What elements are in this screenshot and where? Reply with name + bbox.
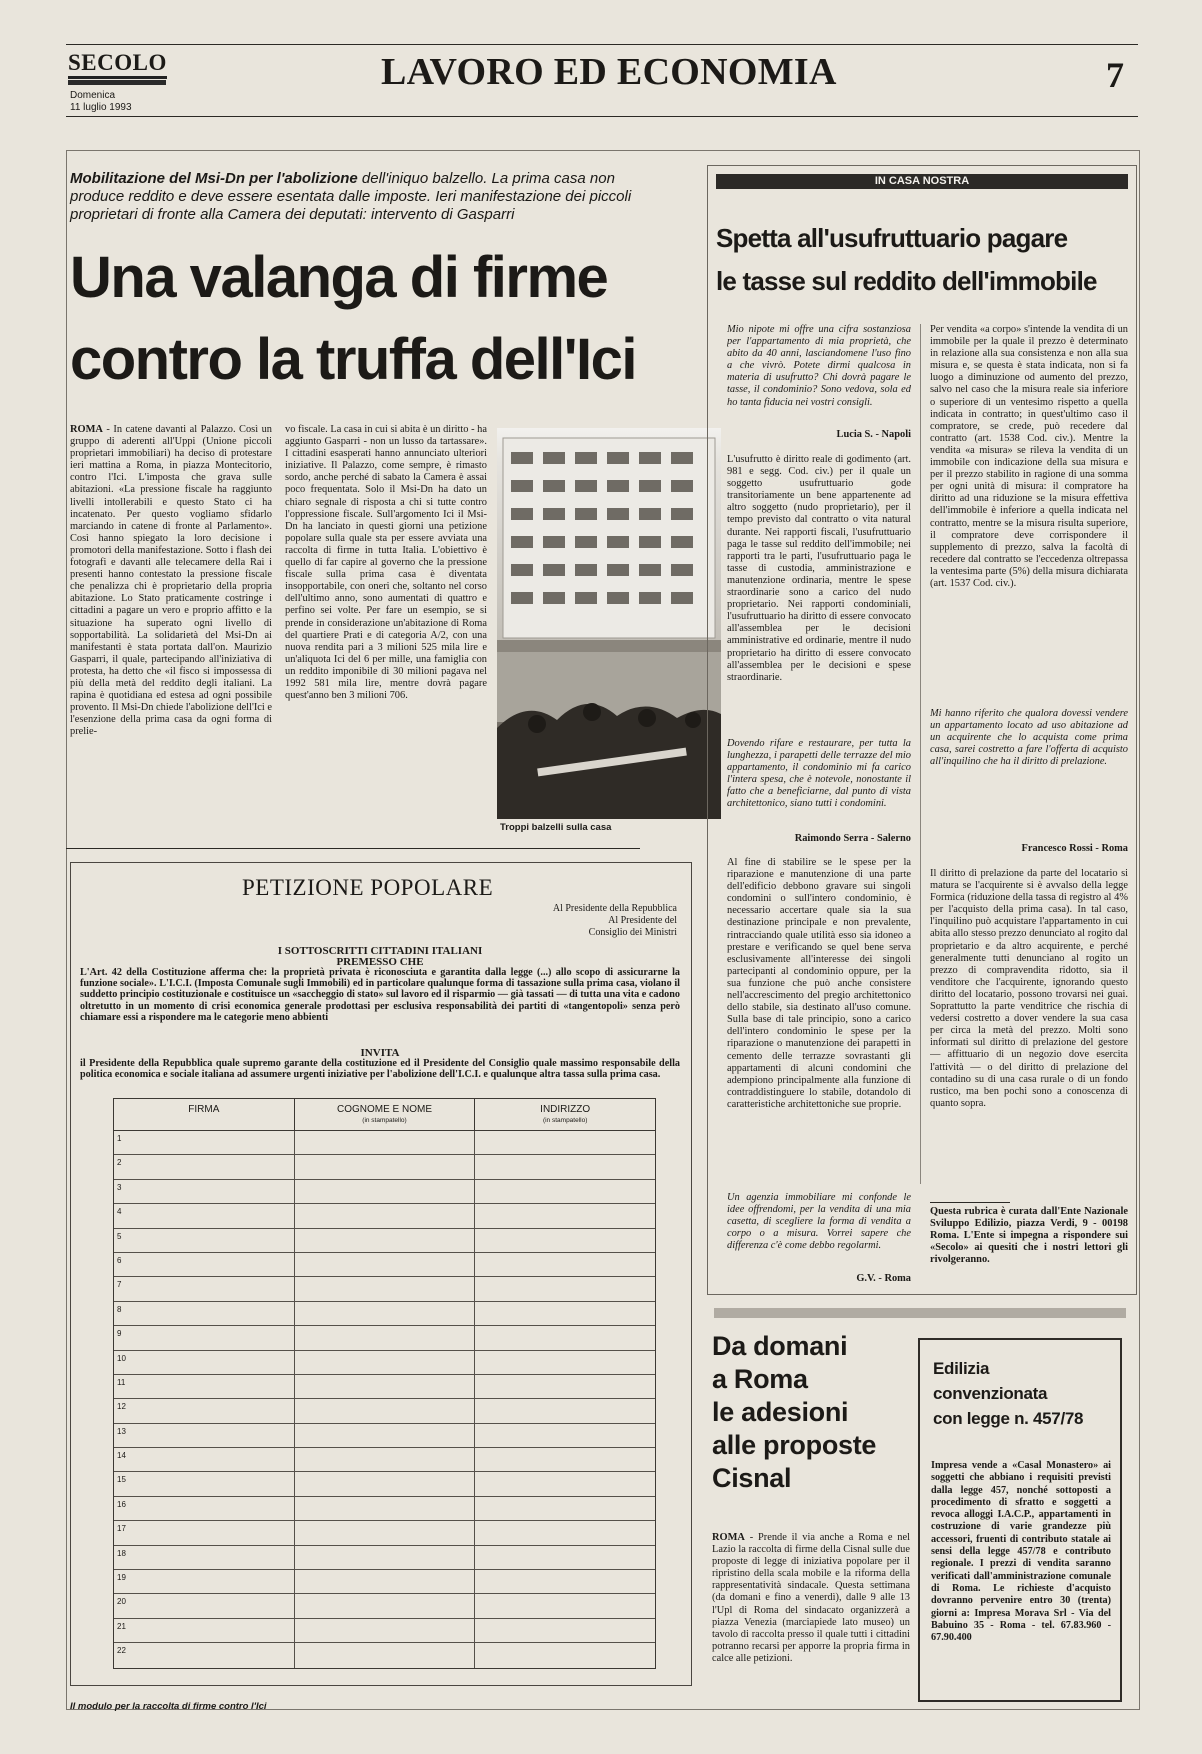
masthead-logo-underbar	[68, 80, 166, 85]
signature-row[interactable]: 9	[114, 1326, 655, 1350]
cisnal-headline-3: le adesioni	[712, 1397, 849, 1427]
petition-title: PETIZIONE POPOLARE	[242, 875, 494, 900]
signature-row[interactable]: 18	[114, 1546, 655, 1570]
kicker-bold: Mobilitazione del Msi-Dn per l'abolizione	[70, 170, 358, 187]
petition-undersigned: I SOTTOSCRITTI CITTADINI ITALIANI	[277, 945, 483, 957]
building-crowd-illustration	[497, 428, 721, 819]
petition-request: il Presidente della Repubblica quale supremo garante della costituzione ed il Presidente del Consiglio quale massimo responsabile della politica economica e sociale italiana ad assumere urgenti iniziative per l'abolizione dell'I.C.I. e qualunque altra tassa sulla prima casa.	[80, 1058, 680, 1081]
signature-row[interactable]: 5	[114, 1229, 655, 1253]
signature-table-header	[114, 1099, 655, 1131]
signature-row[interactable]: 1	[114, 1131, 655, 1155]
edilizia-headline-3: con legge n. 457/78	[933, 1409, 1084, 1428]
petition-addressee-1: Al Presidente della Repubblica	[552, 903, 677, 914]
masthead-logo: SECOLO	[68, 50, 167, 79]
edilizia-headline-1: Edilizia	[933, 1359, 990, 1378]
signature-row[interactable]: 19	[114, 1570, 655, 1594]
signature-row[interactable]: 4	[114, 1204, 655, 1228]
letter-1-signature: Lucia S. - Napoli	[836, 429, 911, 440]
signature-row[interactable]: 3	[114, 1180, 655, 1204]
cisnal-dateline: ROMA	[712, 1532, 745, 1543]
petition-addressee-2: Al Presidente del	[608, 915, 677, 926]
photo-caption: Troppi balzelli sulla casa	[500, 822, 612, 833]
signature-table	[113, 1098, 656, 1669]
main-dateline: ROMA	[70, 424, 103, 435]
signature-row[interactable]: 13	[114, 1424, 655, 1448]
letter-4: Mi hanno riferito che qualora dovessi vendere un appartamento locato ad uso abitazione ad un acquirente che lo acquista come prima casa, sarei costretto a fare l'offerta di acquisto all'inquilino che ha il diritto di prelazione.	[930, 708, 1128, 768]
masthead-day: Domenica	[70, 90, 116, 101]
edilizia-body: Impresa vende a «Casal Monastero» ai soggetti che abbiano i requisiti previsti dalla legge 457, nonché sottoposti a procedimento di sfratto e soggetti a revoca alloggi I.A.C.P., appartamenti in costruzione di varie grandezze più accessori, fruenti di contributo statale ai sensi della legge 457/78 e contributo regionale. I prezzi di vendita saranno verificati dall'amministrazione comunale di Roma. Le richieste d'acquisto dovranno pervenire entro 30 (trenta) giorni a: Impresa Morava Srl - Via del Babuino 35 - Roma - tel. 67.83.960 - 67.90.400	[931, 1460, 1111, 1644]
masthead-rule-bottom	[66, 116, 1138, 117]
cisnal-headline-4: alle proposte	[712, 1430, 877, 1460]
petition-body: L'Art. 42 della Costituzione afferma che: la proprietà privata è riconosciuta e garantita dalla legge (...) allo scopo di assicurarne la funzione sociale». L'I.C.I. (Imposta Comunale sugli Immobili) ed in particolare qualunque forma di tassazione sulla prima casa, violano il suddetto principio costituzionale e costituisce un «saccheggio di stato» sul lavoro ed il risparmio — già tassati — di tutta una vita e cadono oltretutto in un momento di crisi economica generale prodottasi per esclusiva responsabilità dei partiti di «tangentopoli» senza però chiamare essi a rispondere ma le categorie meno abbienti	[80, 967, 680, 1023]
rubric-label: IN CASA NOSTRA	[716, 174, 1128, 189]
cisnal-headline-5: Cisnal	[712, 1463, 792, 1493]
edilizia-headline	[933, 1356, 1113, 1431]
edilizia-headline-2: convenzionata	[933, 1384, 1048, 1403]
signature-row[interactable]: 10	[114, 1351, 655, 1375]
main-headline-2: contro la truffa dell'Ici	[70, 327, 637, 392]
signature-row[interactable]: 17	[114, 1521, 655, 1545]
main-column-1	[70, 424, 272, 863]
main-headline-1: Una valanga di firme	[70, 245, 608, 310]
signature-row[interactable]: 21	[114, 1619, 655, 1643]
signature-row[interactable]: 8	[114, 1302, 655, 1326]
main-bottom-rule	[66, 848, 640, 849]
news-photo	[497, 428, 721, 819]
cisnal-headline-2: a Roma	[712, 1364, 808, 1394]
rubric-headline-1: Spetta all'usufruttuario pagare	[716, 223, 1068, 253]
signature-row[interactable]: 12	[114, 1399, 655, 1423]
masthead-rule	[66, 44, 1138, 45]
signature-row[interactable]: 7	[114, 1277, 655, 1301]
col-indirizzo: INDIRIZZO (in stampatello)	[474, 1099, 655, 1130]
cisnal-headline-1: Da domani	[712, 1331, 848, 1361]
rubric-note: Questa rubrica è curata dall'Ente Nazionale Sviluppo Edilizio, piazza Verdi, 9 - 00198 Roma. L'Ente si impegna a rispondere sui «Secolo» ai quesiti che i nostri lettori gli rivolgeranno.	[930, 1206, 1128, 1266]
answer-3: Per vendita «a corpo» s'intende la vendita di un immobile per la quale il prezzo è determinato in relazione alla sua consistenza e non alla sua misura e, se questa è stata indicata, non si fa luogo a diminuzione od aumento del prezzo, salvo nel caso che la misura reale sia inferiore o superiore di un ventesimo rispetto a quella indicata in contratto; in quest'ultimo caso il compratore, se crede, può recedere dal contratto (art. 1538 Cod. civ.). Mentre la vendita «a misura» se rileva la vendita di un immobile con indicazione della sua misura e per il prezzo stabilito in ragione di una somma per ogni unità di misura: il compratore ha diritto ad una riduzione se la misura effettiva dell'immobile è inferiore a quella indicata nel contratto, mentre se la misura risulta superiore, il compratore deve corrispondere il supplemento di prezzo, salva la facoltà di recedere dal contratto se l'eccedenza oltrepassa la ventesima parte (5%) della misura dichiarata (art. 1537 Cod. civ.).	[930, 324, 1128, 589]
signature-row[interactable]: 11	[114, 1375, 655, 1399]
signature-row[interactable]: 20	[114, 1594, 655, 1618]
signature-row[interactable]: 14	[114, 1448, 655, 1472]
letter-1: Mio nipote mi offre una cifra sostanziosa per l'appartamento di mia proprietà, che abito da 40 anni, lasciandomene l'uso fino a che vivrò. Potete dirmi qualcosa in materia di usufrutto? Chi dovrà pagare le tasse, il condominio? Sono vedova, sola ed ho tanta fiducia nei vostri consigli.	[727, 324, 911, 408]
answer-2: Al fine di stabilire se le spese per la riparazione e manutenzione di una parte dell'edificio debbono gravare sui singoli condomini o sull'intero condominio, è necessario accertare quale sia la sua destinazione principale e non prevalente, rintracciando quale utilità esso sia idoneo a prestare e verificando se quel bene serva esclusivamente all'interesse dei singoli partecipanti al condominio oppure, per la sua funzione che può anche consistere nell'accrescimento del pregio architettonico dello stabile, sia destinato all'uso comune. Sulla base di tale principio, sono a carico dell'intero condominio le spese per la riparazione o manutenzione dei parapetti in cemento delle terrazze sovrastanti gli appartamenti di alcuni condomini che adempiono principalmente alla funzione di contraddistinguere lo stabile, dotandolo di caratteristiche architettoniche sue proprie.	[727, 857, 911, 1110]
col-cognome-nome: COGNOME E NOME (in stampatello)	[294, 1099, 475, 1130]
signature-row[interactable]: 16	[114, 1497, 655, 1521]
answer-4: Il diritto di prelazione da parte del locatario si matura se l'acquirente si è avvalso della legge Formica (riduzione della tassa di registro al 4% per l'acquisto della prima casa). In tal caso, l'inquilino può acquistare l'appartamento in cui abita allo stesso prezzo denunciato al rogito dal proprietario e da altro acquirente, e perché generalmente tutti denunciano al rogito un prezzo di compravendita ridotto, sia il venditore che l'acquirente, ignorando questo diritto del locatario, possono trovarsi nei guai. Soprattutto la parte venditrice che rischia di vedersi costretto a dover vendere la sua casa per circa la metà del prezzo. Molti sono informati sul diritto di prelazione del gestore — affittuario di un negozio dove esercita l'attività — o del diritto di prelazione del contadino su di una casa rurale o di un fondo rustico, ma ben pochi sono a conoscenza di quanto sopra.	[930, 868, 1128, 1109]
signature-row[interactable]: 2	[114, 1155, 655, 1179]
letter-4-signature: Francesco Rossi - Roma	[1021, 843, 1128, 854]
letter-2-signature: Raimondo Serra - Salerno	[794, 833, 911, 844]
page-number: 7	[1106, 55, 1124, 95]
signature-row[interactable]: 15	[114, 1472, 655, 1496]
letter-3-signature: G.V. - Roma	[856, 1273, 911, 1284]
signature-row[interactable]: 22	[114, 1643, 655, 1667]
main-kicker	[70, 170, 645, 224]
cisnal-body-text: - Prende il via anche a Roma e nel Lazio la raccolta di firme della Cisnal sulle due proposte di legge di iniziativa popolare per il ripristino della scala mobile e la riforma della rappresentatività sindacale. Questa settimana (da domani e fino a venerdì), dalle 9 alle 13 l'Upl di Roma del sindacato organizzerà a piazza Venezia (marciapiede lato museo) un tavolo di raccolta presso il quale tutti i cittadini potranno recarsi per apporre la propria firma in calce alle petizioni.	[712, 1532, 910, 1664]
cisnal-headline	[712, 1330, 912, 1495]
petition-addressee-3: Consiglio dei Ministri	[588, 927, 677, 938]
rubric-headline-2: le tasse sul reddito dell'immobile	[716, 266, 1097, 296]
cisnal-body	[712, 1532, 910, 1702]
masthead-date: 11 luglio 1993	[70, 102, 132, 113]
section-title: LAVORO ED ECONOMIA	[381, 51, 837, 93]
petition-invites: INVITA	[360, 1047, 400, 1059]
cisnal-bar	[714, 1308, 1126, 1318]
petition-premise: PREMESSO CHE	[336, 956, 424, 968]
signature-row[interactable]: 6	[114, 1253, 655, 1277]
letter-3: Un agenzia immobiliare mi confonde le idee offrendomi, per la vendita di una mia casetta, di scegliere la forma di vendita a corpo o a misura. Vorrei sapere che differenza c'è come debbo regolarmi.	[727, 1192, 911, 1252]
col-firma: FIRMA	[188, 1104, 220, 1115]
answer-1: L'usufrutto è diritto reale di godimento (art. 981 e segg. Cod. civ.) per il quale un soggetto usufruttuario gode transitoriamente un bene appartenente ad altro soggetto (nudo proprietario), per il tempo previsto dal contratto o vita natural durante. Nei rapporti fiscali, l'usufruttuario paga le tasse sul reddito dell'immobile; nei rapporti tra le parti, l'usufruttuario paga le tasse di custodia, amministrazione e manutenzione ordinaria, mentre le spese straordinarie sono a carico del nudo proprietario. Nei rapporti condominiali, l'usufruttuario ha diritto di essere convocato all'assemblea per le decisioni amministrative ed ordinarie, mentre il nudo proprietario ha diritto di essere convocato all'assemblea per le decisioni e spese straordinarie.	[727, 454, 911, 683]
rubric-box	[707, 165, 1137, 1295]
main-column-2: vo fiscale. La casa in cui si abita è un diritto - ha aggiunto Gasparri - non un lusso da tartassare». I cittadini esasperati hanno annunciato ulteriori iniziative. Il Palazzo, come sempre, è rimasto sordo, anche perché di sabato la Camera è assai poco frequentata. Solo il Msi-Dn ha dato un chiaro segnale di risposta a chi si tutte contro l'oppressione fiscale. Sull'argomento Ici il Msi-Dn ha lanciato in questi giorni una petizione popolare sulla quale sta per essere avviata una raccolta di firme in tutta Italia. L'obiettivo è quello di far capire al governo che la pressione fiscale sulla prima casa è diventata insopportabile, con oneri che, soltanto nel corso dell'ultimo anno, sono aumentati di quattro e perfino sei volte. Per fare un esempio, se si prende in considerazione un'abitazione di Roma del quartiere Prati e di categoria A/2, con una nuova rendita pari a 3 milioni 525 mila lire e un'aliquota Ici del 6 per mille, una famiglia con un reddito imponibile di 30 milioni pagava nel 1992 581 mila lire, mentre dovrà pagare quest'anno ben 3 milioni 706.	[285, 424, 487, 702]
petition-footer-caption: Il modulo per la raccolta di firme contro l'Ici	[70, 1701, 267, 1712]
kicker-rest: dell'iniquo balzello. La prima casa non produce reddito e deve essere esentata dalle imposte. Ieri manifestazione dei piccoli proprietari di fronte alla Camera dei deputati: intervento di Gasparri	[70, 170, 632, 223]
main-col1-text: - In catene davanti al Palazzo. Così un gruppo di aderenti all'Uppi (Unione piccoli proprietari immobiliari) ha deciso di protestare ieri mattina a Roma, in piazza Montecitorio, contro l'Ici. L'imposta che grava sulle abitazioni. «La pressione fiscale ha raggiunto livelli intollerabili e questo Stato ci ha incatenato. Per questo vogliamo sfidarlo marciando in catene di fronte al Parlamento». Così hanno spiegato la loro decisione i promotori della manifestazione. Sotto i flash dei fotografi e davanti alle telecamere della Rai i presenti hanno contestato la pressione fiscale che penalizza chi è proprietario della propria abitazione. Lo Stato praticamente costringe i cittadini a pagare un vero e proprio affitto e la situazione ha superato ogni livello di sopportabilità. La solidarietà del Msi-Dn ai manifestanti è stata portata dall'on. Maurizio Gasparri, il quale, partecipando all'iniziativa di protesta, ha detto che «il fisco si impossessa di più della metà del reddito degli italiani. La rapina è quotidiana ed estesa ad ogni possibile provento. Il Msi-Dn chiede l'abolizione dell'Ici e l'esenzione della prima casa da ogni forma di prelie-	[70, 424, 272, 738]
letter-2: Dovendo rifare e restaurare, per tutta la lunghezza, i parapetti delle terrazze del mio appartamento, il condominio mi fa carico l'intera spesa, che è notevole, nonostante il fatto che a beneficiarne, dal punto di vista architettonico, siano tutti i condomini.	[727, 738, 911, 810]
